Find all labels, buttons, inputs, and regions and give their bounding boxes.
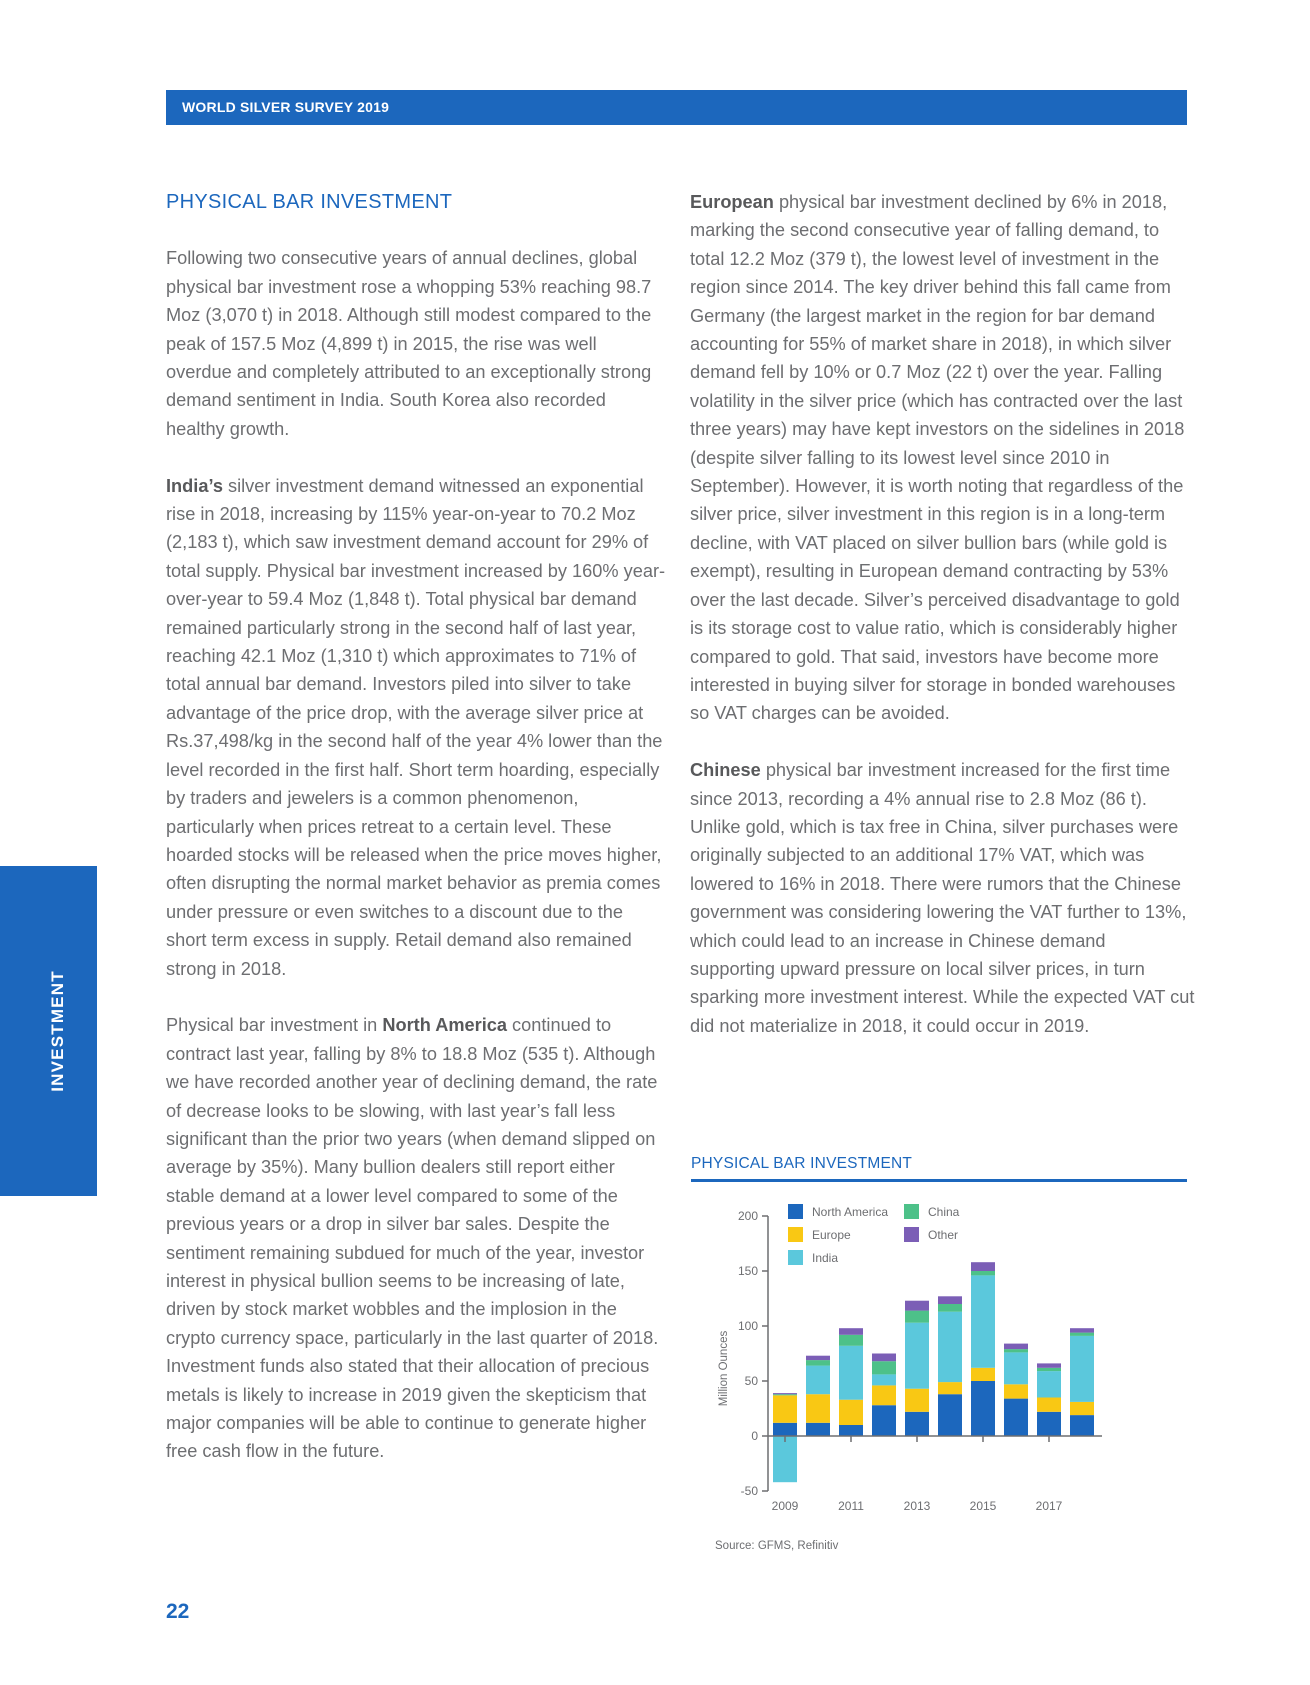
paragraph-chinese-text: physical bar investment increased for the first time since 2013, recording a 4% annual rise to 2.8 Moz (86 t). Unlike gold, which is tax free in China, silver purchases were originally subjected to an additional 17% VAT, which was lowered to 16% in 2018. There were rumors that the Chinese government was considering lowering the VAT further to 13%, which could lead to an increase in Chinese demand supporting upward pressure on local silver prices, in turn sparking more investment interest. While the expected VAT cut did not materialize in 2018, it could occur in 2019. — [690, 760, 1195, 1036]
bar-segment — [905, 1311, 929, 1323]
bar-segment — [1070, 1333, 1094, 1336]
header-title: WORLD SILVER SURVEY 2019 — [182, 99, 390, 115]
bar-segment — [1004, 1399, 1028, 1436]
bar-segment — [773, 1436, 797, 1482]
header-bar — [166, 90, 1187, 125]
bar-segment — [971, 1368, 995, 1381]
chart-title: PHYSICAL BAR INVESTMENT — [691, 1155, 1187, 1182]
european-bold: European — [690, 192, 774, 212]
bar-segment — [971, 1275, 995, 1367]
bar-chart — [690, 1196, 1110, 1541]
y-tick-label: 50 — [744, 1374, 758, 1388]
bar-segment — [872, 1405, 896, 1436]
bar-segment — [806, 1423, 830, 1436]
bar-segment — [905, 1389, 929, 1412]
legend-swatch — [788, 1227, 803, 1242]
bar-segment — [839, 1346, 863, 1400]
paragraph-india-text: silver investment demand witnessed an exponential rise in 2018, increasing by 115% year-on-year to 70.2 Moz (2,183 t), which saw investment demand account for 29% of total supply. Physical bar investment increased by 160% year-over-year to 59.4 Moz (1,848 t). Total physical bar demand remained particularly strong in the second half of last year, reaching 42.1 Moz (1,310 t) which approximates to 71% of total annual bar demand. Investors piled into silver to take advantage of the price drop, with the average silver price at Rs.37,498/kg in the second half of the year 4% lower than the level recorded in the first half. Short term hoarding, especially by traders and jewelers is a common phenomenon, particularly when prices retreat to a certain level. These hoarded stocks will be released when the price moves higher, often disrupting the normal market behavior as premia comes under pressure or even switches to a discount due to the short term excess in supply. Retail demand also remained strong in 2018. — [166, 475, 666, 979]
north-america-bold: North America — [382, 1015, 507, 1036]
bar-segment — [938, 1296, 962, 1304]
bar-segment — [1070, 1415, 1094, 1436]
y-axis-label: Million Ounces — [718, 1330, 730, 1407]
x-tick-label: 2015 — [969, 1499, 997, 1513]
legend-label: China — [928, 1205, 960, 1219]
bar-segment — [839, 1335, 863, 1346]
legend-label: Other — [928, 1228, 959, 1242]
legend-label: Europe — [812, 1228, 851, 1242]
bar-segment — [971, 1381, 995, 1436]
legend-swatch — [904, 1227, 919, 1242]
legend-swatch — [788, 1250, 803, 1265]
section-title: PHYSICAL BAR INVESTMENT — [166, 191, 453, 213]
bar-segment — [806, 1356, 830, 1360]
page-number: 22 — [166, 1600, 190, 1623]
paragraph-european — [690, 188, 1195, 728]
bar-segment — [1070, 1402, 1094, 1415]
bar-segment — [773, 1423, 797, 1436]
bar-segment — [1037, 1368, 1061, 1371]
bar-segment — [938, 1394, 962, 1436]
y-tick-label: 0 — [751, 1429, 758, 1443]
y-tick-label: 100 — [737, 1319, 758, 1333]
bar-segment — [1004, 1384, 1028, 1398]
bar-segment — [905, 1323, 929, 1389]
legend-label: India — [812, 1251, 839, 1265]
bar-segment — [1004, 1344, 1028, 1350]
bar-segment — [1037, 1363, 1061, 1367]
bar-segment — [773, 1395, 797, 1423]
y-tick-label: 150 — [737, 1264, 758, 1278]
side-tab-label: INVESTMENT — [48, 970, 67, 1092]
x-tick-label: 2013 — [903, 1499, 931, 1513]
right-column — [690, 188, 1195, 1069]
paragraph-na-text: continued to contract last year, falling by 8% to 18.8 Moz (535 t). Although we have recorded another year of declining demand, the rate of decrease looks to be slowing, with last year’s fall less significant than the prior two years (when demand slipped on average by 35%). Many bullion dealers still report either stable demand at a lower level compared to some of the previous years or a drop in silver bar sales. Despite the sentiment remaining subdued for much of the year, investor interest in physical bullion seems to be increasing of late, driven by stock market wobbles and the implosion in the crypto currency space, particularly in the last quarter of 2018. Investment funds also stated that their allocation of precious metals is likely to increase in 2019 given the skepticism that major companies will be able to continue to generate higher free cash flow in the future. — [166, 1015, 659, 1462]
bar-segment — [971, 1271, 995, 1275]
left-column — [166, 188, 666, 1494]
bar-segment — [938, 1304, 962, 1312]
bar-segment — [872, 1361, 896, 1374]
bar-segment — [1070, 1328, 1094, 1332]
bar-segment — [872, 1354, 896, 1362]
y-tick-label: -50 — [740, 1484, 758, 1498]
paragraph-na-start: Physical bar investment in — [166, 1015, 383, 1036]
bar-segment — [806, 1394, 830, 1423]
bar-segment — [905, 1301, 929, 1311]
x-tick-label: 2009 — [771, 1499, 799, 1513]
legend-label: North America — [812, 1205, 889, 1219]
bar-segment — [806, 1366, 830, 1395]
bar-segment — [839, 1425, 863, 1436]
chinese-bold: Chinese — [690, 760, 761, 781]
paragraph-india — [166, 472, 666, 983]
paragraph-chinese — [690, 756, 1195, 1040]
bar-segment — [806, 1360, 830, 1366]
bar-segment — [1004, 1349, 1028, 1352]
bar-segment — [1037, 1412, 1061, 1436]
bar-segment — [1070, 1336, 1094, 1402]
bar-segment — [872, 1374, 896, 1385]
bar-segment — [1004, 1352, 1028, 1384]
bar-segment — [839, 1400, 863, 1425]
bar-segment — [938, 1312, 962, 1382]
paragraph-north-america — [166, 1011, 666, 1466]
bar-segment — [1037, 1398, 1061, 1412]
y-tick-label: 200 — [737, 1209, 758, 1223]
paragraph-european-text: physical bar investment declined by 6% in 2018, marking the second consecutive year of falling demand, to total 12.2 Moz (379 t), the lowest level of investment in the region since 2014. The key driver behind this fall came from Germany (the largest market in the region for bar demand accounting for 55% of market share in 2018), in which silver demand fell by 10% or 0.7 Moz (22 t) over the year. Falling volatility in the silver price (which has contracted over the last three years) may have kept investors on the sidelines in 2018 (despite silver falling to its lowest level since 2010 in September). However, it is worth noting that regardless of the silver price, silver investment in this region is in a long-term decline, with VAT placed on silver bullion bars (while gold is exempt), resulting in European demand contracting by 53% over the last decade. Silver’s perceived disadvantage to gold is its storage cost to value ratio, which is considerably higher compared to gold. That said, investors have become more interested in buying silver for storage in bonded warehouses so VAT charges can be avoided. — [690, 192, 1185, 724]
bar-segment — [773, 1393, 797, 1394]
bar-segment — [1037, 1371, 1061, 1397]
bar-segment — [938, 1382, 962, 1394]
bar-segment — [773, 1394, 797, 1395]
paragraph-global-text: Following two consecutive years of annual declines, global physical bar investment rose a whopping 53% reaching 98.7 Moz (3,070 t) in 2018. Although still modest compared to the peak of 157.5 Moz (4,899 t) in 2015, the rise was well overdue and completely attributed to an exceptionally strong demand sentiment in India. South Korea also recorded healthy growth. — [166, 248, 652, 439]
legend-swatch — [788, 1204, 803, 1219]
legend-swatch — [904, 1204, 919, 1219]
x-tick-label: 2011 — [838, 1499, 864, 1513]
x-tick-label: 2017 — [1035, 1499, 1063, 1513]
paragraph-global — [166, 244, 666, 443]
india-bold: India’s — [166, 475, 223, 496]
bar-segment — [905, 1412, 929, 1436]
bar-segment — [839, 1328, 863, 1335]
bar-segment — [971, 1262, 995, 1271]
chart-source: Source: GFMS, Refinitiv — [715, 1540, 839, 1552]
bar-segment — [872, 1385, 896, 1405]
